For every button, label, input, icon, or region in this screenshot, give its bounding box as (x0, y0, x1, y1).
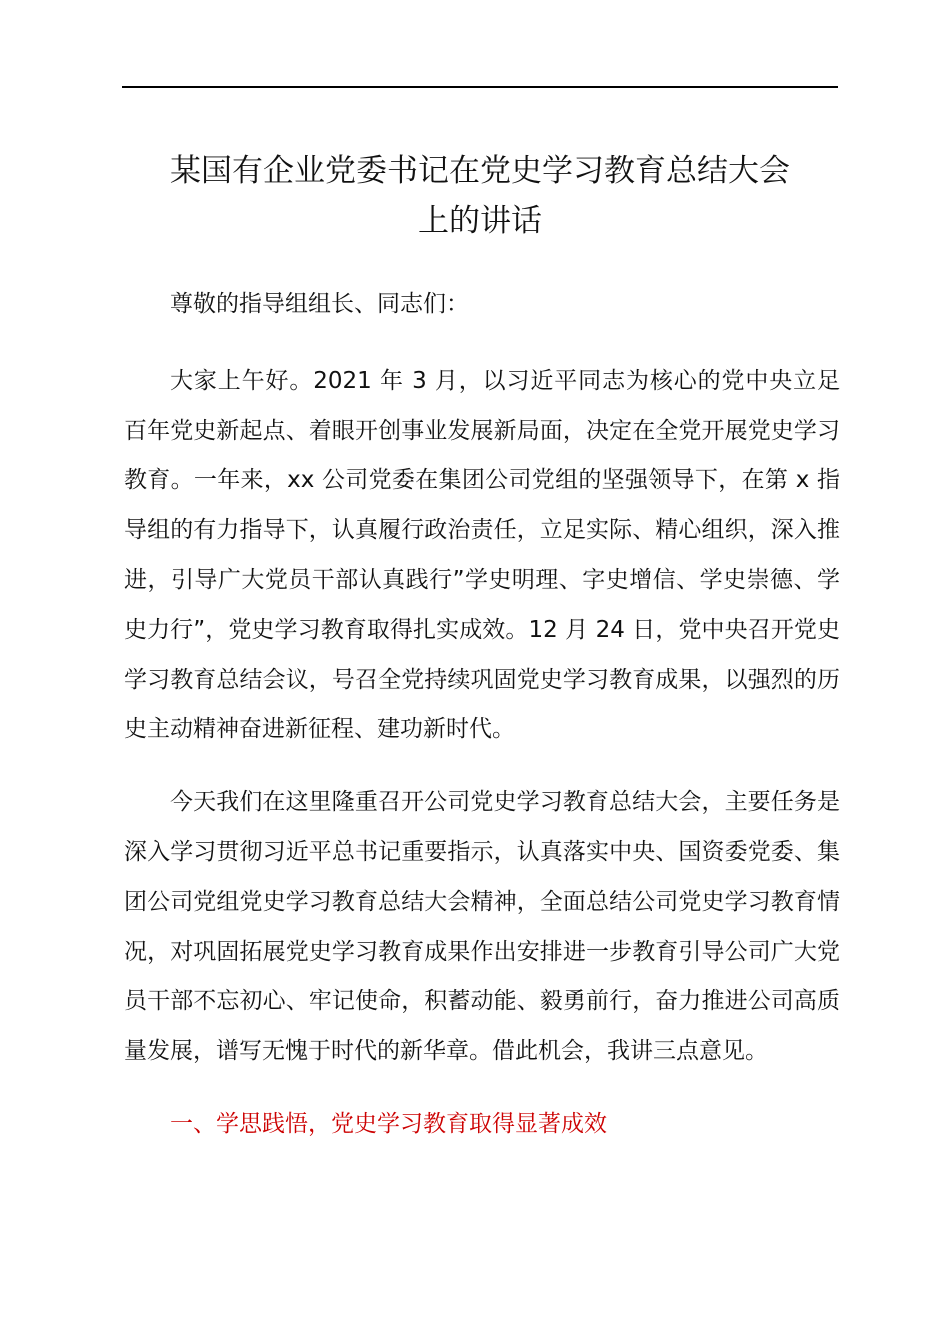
header-rule (122, 86, 838, 88)
document-title (100, 146, 860, 246)
document-body (124, 280, 840, 1150)
paragraph-opening: 大家上午好。2021 年 3 月，以习近平同志为核心的党中央立足百年党史新起点、着眼开创事业发展新局面，决定在全党开展党史学习教育。一年来，xx 公司党委在集团公司党组的坚强领导下，在第 x 指导组的有力指导下，认真履行政治责任，立足实际、精心组织，深入推进，引导广大党员干部认真践行”学史明理、字史增信、学史崇德、学史力行”，党史学习教育取得扎实成效。12 月 24 日，党中央召开党史学习教育总结会议，号召全党持续巩固党史学习教育成果，以强烈的历史主动精神奋进新征程、建功新时代。 (124, 367, 840, 743)
paragraph-purpose: 今天我们在这里隆重召开公司党史学习教育总结大会，主要任务是深入学习贯彻习近平总书记重要指示，认真落实中央、国资委党委、集团公司党组党史学习教育总结大会精神，全面总结公司党史学习教育情况，对巩固拓展党史学习教育成果作出安排进一步教育引导公司广大党员干部不忘初心、牢记使命，积蓄动能、毅勇前行，奋力推进公司高质量发展，谱写无愧于时代的新华章。借此机会，我讲三点意见。 (124, 789, 840, 1065)
title-line-2: 上的讲话 (418, 203, 542, 239)
section-heading-1: 一、学思践悟，党史学习教育取得显著成效 (170, 1110, 607, 1137)
title-line-1: 某国有企业党委书记在党史学习教育总结大会 (170, 153, 790, 189)
salutation: 尊敬的指导组组长、同志们： (170, 291, 469, 317)
